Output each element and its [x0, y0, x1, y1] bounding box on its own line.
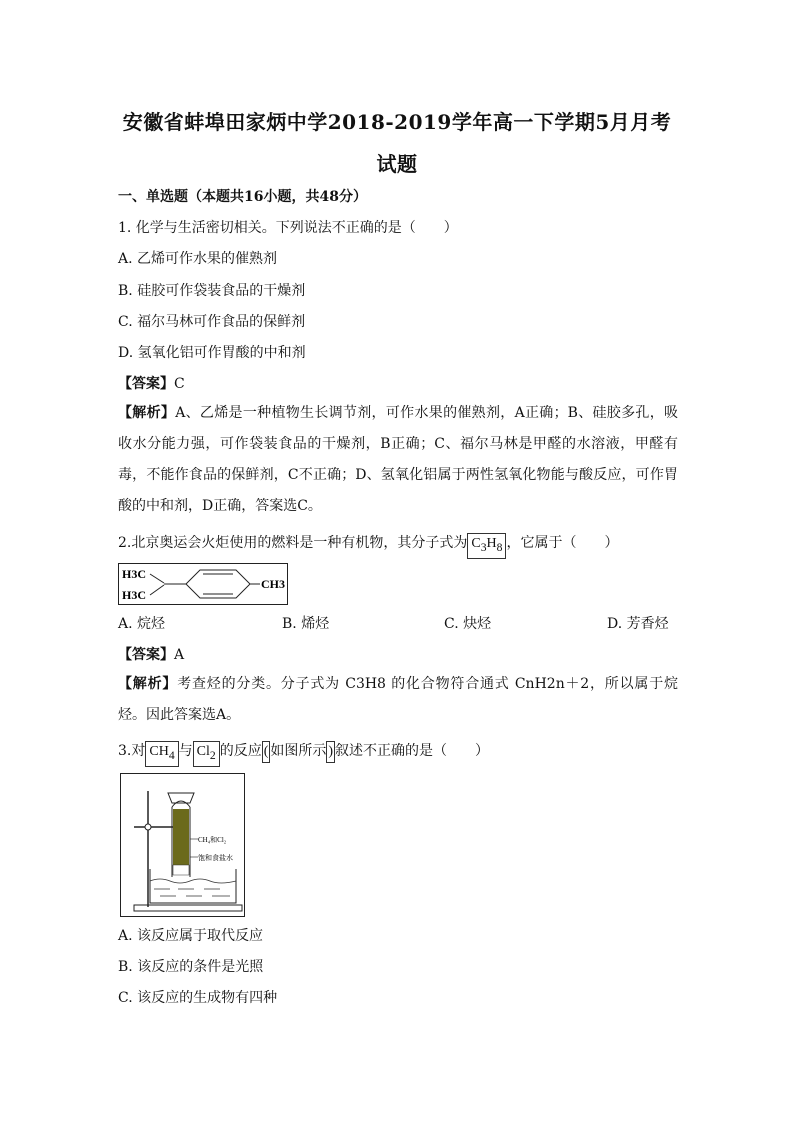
- mid-text: 的反应: [219, 743, 262, 759]
- analysis-label: 【解析】: [118, 405, 176, 421]
- water-lines: [154, 889, 230, 896]
- bond-top: [150, 574, 164, 583]
- q1-option-d: D. 氢氧化铝可作胃酸的中和剂: [118, 345, 306, 361]
- q2-stem: [118, 532, 618, 559]
- q2-stem-tail: ，它属于（ ）: [506, 535, 619, 551]
- q3-stem: [118, 740, 489, 767]
- q2-stem-text: 2.北京奥运会火炬使用的燃料是一种有机物，其分子式为: [118, 535, 468, 551]
- ch4-box: [145, 741, 178, 767]
- water-surface: [150, 879, 236, 883]
- analysis-text: 考查烃的分类。分子式为 C3H8 的化合物符合通式 CnH2n＋2，所以属于烷烃。因此答案选A。: [118, 676, 679, 723]
- answer-value: C: [174, 376, 185, 392]
- ch4-text: CH: [149, 744, 169, 759]
- cl2-sub: 2: [209, 748, 216, 762]
- struct-h3c-top: H3C: [122, 567, 146, 581]
- formula-sub-3: 3: [480, 540, 487, 554]
- cl2-text: Cl: [196, 744, 210, 759]
- formula-h: H: [486, 536, 497, 551]
- answer-label: 【答案】: [118, 647, 174, 663]
- q1-option-b: B. 硅胶可作袋装食品的干燥剂: [118, 283, 306, 299]
- q2-option-a: A. 烷烃: [118, 616, 166, 632]
- answer-value: A: [174, 647, 185, 663]
- trough: [150, 869, 236, 903]
- q3-apparatus-figure: [120, 773, 245, 918]
- q1-answer: [118, 373, 185, 393]
- q1-analysis: [118, 398, 678, 522]
- formula-sub-8: 8: [496, 540, 503, 554]
- bond-bottom: [150, 585, 164, 595]
- analysis-text: A、乙烯是一种植物生长调节剂，可作水果的催熟剂，A正确；B、硅胶多孔，吸收水分能力强，可作袋装食品的干燥剂，B正确；C、福尔马林是甲醛的水溶液，甲醛有毒，不能作食品的保鲜剂，C不正确；D、氢氧化铝属于两性氢氧化物能与酸反应，可作胃酸的中和剂，D正确，答案选C。: [118, 405, 679, 514]
- fig-label-brine: 饱和食盐水: [198, 854, 233, 862]
- title-line-1: 安徽省蚌埠田家炳中学2018-2019学年高一下学期5月月考: [122, 110, 672, 134]
- clamp-joint: [145, 824, 151, 830]
- q3-stem-tail: 叙述不正确的是（ ）: [335, 743, 490, 759]
- fig-label-gas: CH₄和Cl₂: [198, 836, 227, 844]
- analysis-label: 【解析】: [118, 676, 178, 692]
- q2-analysis: [118, 669, 678, 731]
- section-heading: 一、单选题（本题共16小题，共48分）: [118, 189, 367, 205]
- tube-top: [172, 801, 190, 807]
- q1-option-a: A. 乙烯可作水果的催熟剂: [118, 251, 278, 267]
- struct-h3c-bottom: H3C: [122, 588, 146, 602]
- q3-option-b: B. 该反应的条件是光照: [118, 959, 264, 975]
- and-text: 与: [178, 743, 193, 759]
- q2-option-d: D. 芳香烃: [607, 616, 669, 632]
- q2-option-c: C. 炔烃: [444, 616, 492, 632]
- liquid-in-tube: [173, 865, 189, 875]
- title-line-2: 试题: [376, 152, 418, 176]
- stand-base: [134, 905, 242, 911]
- cl2-box: [193, 741, 220, 767]
- paren-close-box: ): [326, 741, 335, 763]
- paren-open-box: (: [262, 741, 271, 763]
- formula-c: C: [471, 536, 481, 551]
- q2-answer: [118, 644, 184, 664]
- gas-fill: [173, 809, 189, 865]
- q2-option-b: B. 烯烃: [282, 616, 330, 632]
- q1-option-c: C. 福尔马林可作食品的保鲜剂: [118, 314, 306, 330]
- ch4-sub: 4: [168, 748, 175, 762]
- q2-structure-figure: [118, 563, 288, 605]
- q2-formula-box: [467, 533, 506, 559]
- q1-stem: 1. 化学与生活密切相关。下列说法不正确的是（ ）: [118, 220, 458, 236]
- q3-option-c: C. 该反应的生成物有四种: [118, 990, 278, 1006]
- q3-option-a: A. 该反应属于取代反应: [118, 928, 264, 944]
- answer-label: 【答案】: [118, 376, 174, 392]
- q3-stem-text: 3.对: [118, 743, 146, 759]
- paren-text: 如图所示: [270, 743, 327, 759]
- struct-ch3: CH3: [261, 577, 285, 591]
